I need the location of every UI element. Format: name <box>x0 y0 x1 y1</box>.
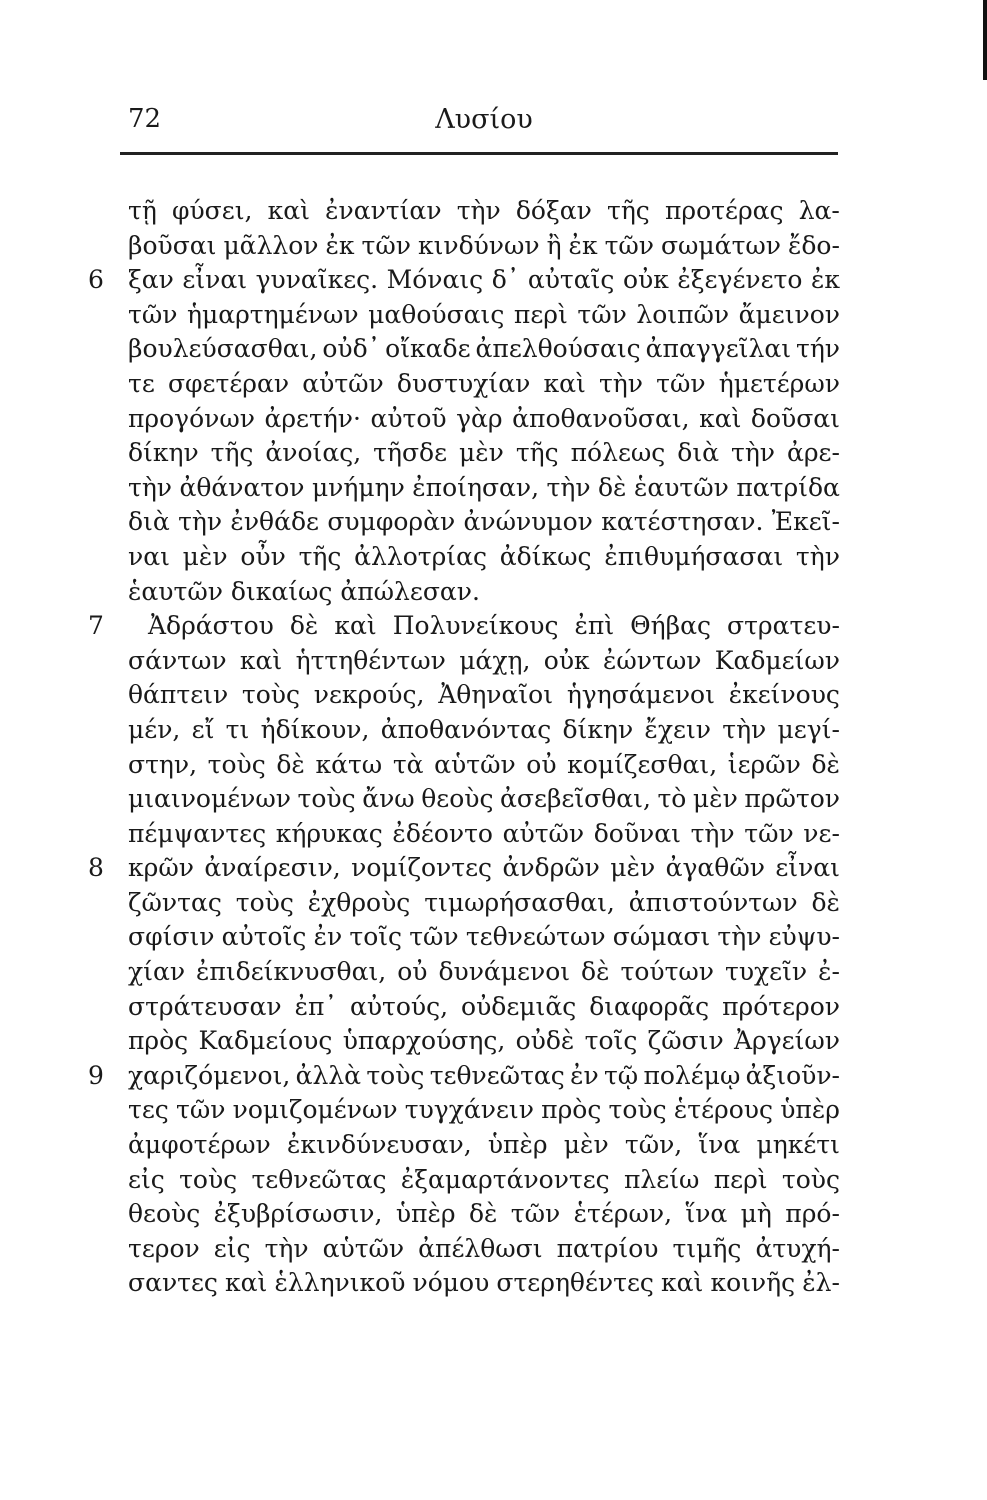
text-line <box>128 1093 840 1128</box>
word: ἐν <box>313 922 343 952</box>
word: τὴν <box>546 472 591 502</box>
word: τῶν <box>656 368 706 398</box>
word: πολέμῳ <box>643 1060 741 1090</box>
word: ἑαυτῶν <box>633 472 729 502</box>
word: φύσει, <box>171 196 253 225</box>
word: ἀνώνυμον <box>463 507 593 537</box>
text-line <box>128 505 840 540</box>
word: Ἀδράστου <box>148 611 274 641</box>
word: ἐδέοντο <box>392 818 493 848</box>
word: τοὺς <box>235 887 294 917</box>
word: τοῖς <box>349 922 403 952</box>
word: τῆς <box>298 541 342 571</box>
word: τὴν <box>690 818 735 848</box>
word: κήρυκας <box>275 818 383 848</box>
word: πατρίου <box>556 1233 659 1263</box>
word: μὴ <box>740 1199 772 1229</box>
word: ἐποίησαν, <box>412 472 540 502</box>
text-line <box>88 263 840 298</box>
text-line <box>88 1059 840 1094</box>
text-line <box>128 748 840 783</box>
word: εἶναι <box>775 853 840 883</box>
word: ὑπὲρ <box>780 1095 840 1125</box>
word: τῶν <box>744 818 794 848</box>
word: δόξαν <box>515 196 592 225</box>
word: τὴν <box>456 196 501 225</box>
word: Μόναις <box>386 265 484 295</box>
word: τούτων <box>620 957 714 987</box>
page-number: 72 <box>128 104 162 134</box>
word: μὲν <box>182 541 228 571</box>
word: μηκέτι <box>756 1130 840 1160</box>
word: τοῖς <box>584 1026 638 1056</box>
word: τεθνεῶτας <box>251 1164 387 1194</box>
word: ἔχειν <box>644 714 711 744</box>
section-number: 9 <box>88 1060 104 1090</box>
word: τὴν <box>722 714 767 744</box>
text-line <box>128 194 840 229</box>
text-block <box>88 194 840 1301</box>
word: τὸ <box>657 784 687 814</box>
word: θεοὺς <box>421 784 494 814</box>
word: ζῶσιν <box>647 1026 724 1056</box>
word: ἀδίκως <box>499 541 592 571</box>
text-line <box>128 229 840 264</box>
word: μέν, <box>128 714 181 744</box>
word: ἐκ <box>810 265 840 295</box>
word: ἐ- <box>818 957 840 987</box>
word: ἀνδρῶν <box>502 853 600 883</box>
word: ἀπέλθωσι <box>418 1233 543 1263</box>
word: ἐλ- <box>802 1268 840 1298</box>
word: διὰ <box>128 507 170 537</box>
word: χαριζόμενοι, <box>128 1060 291 1090</box>
word: ἐκινδύνευσαν, <box>286 1130 472 1160</box>
word: διαφορᾶς <box>589 991 710 1021</box>
word: οὐδὲ <box>515 1026 575 1056</box>
word: ἱερῶν <box>727 749 801 779</box>
word: ἡμαρτημένων <box>186 299 359 329</box>
word: διὰ <box>677 438 720 468</box>
word: τυχεῖν <box>724 957 808 987</box>
text-line <box>128 678 840 713</box>
word: ἢ <box>546 230 562 260</box>
word: πλείω <box>623 1164 700 1194</box>
text-line <box>128 1024 840 1059</box>
word: εὐψυ- <box>768 922 840 952</box>
text-line <box>128 920 840 955</box>
word: τῶν <box>361 230 411 260</box>
word: τοὺς <box>297 784 356 814</box>
word: τῶν, <box>624 1130 683 1160</box>
word: κομίζεσθαι, <box>567 749 718 779</box>
word: μαθούσαις <box>368 299 505 329</box>
word: μὲν <box>459 438 504 468</box>
word: ἄμεινον <box>738 299 840 329</box>
word: περὶ <box>713 1164 768 1194</box>
word: καὶ <box>699 403 742 433</box>
word: αὐτῶν <box>502 818 585 848</box>
word: πατρίδα <box>736 472 840 502</box>
text-line <box>128 367 840 402</box>
word: ἄνω <box>362 784 415 814</box>
word: τι <box>225 714 250 744</box>
word: τοὺς <box>781 1164 840 1194</box>
word: δὲ <box>811 749 840 779</box>
word: πρῶτον <box>744 784 840 814</box>
word: δίκην <box>562 714 634 744</box>
word: ἀποθανοῦσαι, <box>512 403 690 433</box>
text-line <box>128 1128 840 1163</box>
word: τὰ <box>392 749 424 779</box>
word: ξαν <box>128 265 174 295</box>
word: δὲ <box>276 749 305 779</box>
word: γὰρ <box>456 403 503 433</box>
word: λοιπῶν <box>636 299 730 329</box>
word: νομίζοντες <box>351 853 493 883</box>
word: καὶ <box>267 196 310 225</box>
word: τυγχάνειν <box>404 1095 534 1125</box>
text-line <box>128 713 840 748</box>
word: καὶ <box>225 1268 268 1298</box>
text-line <box>128 886 840 921</box>
section-number: 6 <box>88 265 104 295</box>
word: ἀνοίας, <box>265 438 362 468</box>
word: ἀλλοτρίας <box>354 541 487 571</box>
word: εἴ <box>191 714 215 744</box>
word: κινδύνων <box>417 230 540 260</box>
text-line <box>128 990 840 1025</box>
word: ἵνα <box>685 1199 728 1229</box>
word: δὲ <box>581 957 610 987</box>
word: νεκρούς, <box>313 680 425 710</box>
word: τὴν <box>264 1233 309 1263</box>
word: τοὺς <box>608 1095 667 1125</box>
word: τὴν <box>178 507 223 537</box>
text-line <box>128 540 840 575</box>
word: ἀμφοτέρων <box>128 1130 271 1160</box>
word: ἀναίρεσιν, <box>204 853 341 883</box>
word: ναι <box>128 541 170 571</box>
word: ὑπὲρ <box>487 1130 548 1160</box>
word: τῶν <box>128 299 178 329</box>
word: νόμου <box>412 1268 490 1298</box>
text-line <box>128 402 840 437</box>
word: κοινῆς <box>710 1268 796 1298</box>
word: μὲν <box>563 1130 609 1160</box>
word: στην, <box>128 749 198 779</box>
word: μεγί- <box>777 714 840 744</box>
word: τῶν <box>176 1095 226 1125</box>
word: ἡττηθέντων <box>295 645 446 675</box>
word: τῆσδε <box>373 438 448 468</box>
word: ἐκ <box>568 230 598 260</box>
word: οὐ <box>526 749 557 779</box>
word: αὐτούς, <box>349 991 449 1021</box>
word: ἑλληνικοῦ <box>274 1268 406 1298</box>
word: Καδμείους <box>198 1026 333 1056</box>
word: ἡγησάμενοι <box>566 680 715 710</box>
word: γυναῖκες. <box>255 265 379 295</box>
word: δίκην <box>128 438 199 468</box>
word: καὶ <box>543 368 586 398</box>
word: περὶ <box>513 299 568 329</box>
word: σφίσιν <box>128 922 215 952</box>
word: τεθνεώτων <box>465 922 606 952</box>
text-line <box>128 1232 840 1267</box>
word: ἀτυχή- <box>755 1233 840 1263</box>
word: νε- <box>803 818 840 848</box>
word: τῆς <box>515 438 559 468</box>
word: οἴκαδε <box>385 334 471 364</box>
page-header <box>128 104 840 144</box>
word: ἐν <box>570 1060 599 1090</box>
word: μὲν <box>692 784 738 814</box>
word: μιαινομένων <box>128 784 291 814</box>
word: τὴν <box>128 472 173 502</box>
word: οὐδ᾿ <box>322 334 381 364</box>
word: πρὸς <box>541 1095 602 1125</box>
word: τὴν <box>717 922 762 952</box>
text-line <box>128 1163 840 1198</box>
word: εἶναι <box>182 265 248 295</box>
word: ἀθάνατον <box>179 472 305 502</box>
word: βουλεύσασθαι, <box>128 334 318 364</box>
word: αὐτοῦ <box>370 403 447 433</box>
word: δὲ <box>598 472 627 502</box>
word: βοῦσαι <box>128 230 217 260</box>
word: Καδμείων <box>714 645 840 675</box>
word: τῶν <box>409 922 459 952</box>
word: ἵνα <box>698 1130 741 1160</box>
word: ἀποθανόντας <box>380 714 552 744</box>
word: λα- <box>798 196 840 225</box>
word: σφετέραν <box>167 368 290 398</box>
header-rule <box>120 152 838 155</box>
word: τῶν <box>604 230 654 260</box>
text-line <box>128 782 840 817</box>
word: πρό- <box>785 1199 840 1229</box>
word: στρατευ- <box>727 611 840 641</box>
word: καὶ <box>239 645 283 675</box>
word: εἰς <box>213 1233 251 1263</box>
word: τὴν <box>730 438 775 468</box>
page-edge-mark <box>983 0 987 80</box>
word: τοὺς <box>366 1060 425 1090</box>
text-line <box>128 436 840 471</box>
word: ἐπιθυμήσασαι <box>604 541 784 571</box>
word: ἀπιστούντων <box>628 887 798 917</box>
word: Πολυνείκους <box>392 611 559 641</box>
word: Ἀθηναῖοι <box>438 680 554 710</box>
word: σωμάτων <box>660 230 781 260</box>
word: οὐκ <box>622 265 669 295</box>
text-line <box>128 644 840 679</box>
word: δὲ <box>811 887 840 917</box>
section-number: 8 <box>88 853 104 883</box>
word: ἐνθάδε <box>230 507 319 537</box>
word: συμφορὰν <box>327 507 456 537</box>
word: τῇ <box>128 196 157 225</box>
word: τιμῆς <box>672 1233 742 1263</box>
word: ὑπὲρ <box>395 1199 456 1229</box>
word: ζῶντας <box>128 887 222 917</box>
word: αὐτοῖς <box>221 922 307 952</box>
word: ἔδο- <box>787 230 840 260</box>
word: τοὺς <box>207 749 266 779</box>
word: ἑτέρων, <box>573 1199 673 1229</box>
word: ἀλλὰ <box>295 1060 362 1090</box>
word: δὲ <box>289 611 319 641</box>
text-line <box>128 1197 840 1232</box>
word: κρῶν <box>128 853 194 883</box>
word: δοῦσαι <box>750 403 840 433</box>
text-line <box>128 471 840 506</box>
word: τες <box>128 1095 169 1125</box>
word: ἐώντων <box>603 645 702 675</box>
word: καὶ <box>334 611 377 641</box>
word: πρὸς <box>128 1026 189 1056</box>
word: πέμψαντες <box>128 818 267 848</box>
word: ἐχθροὺς <box>307 887 411 917</box>
word: θάπτειν <box>128 680 229 710</box>
word: νομιζομένων <box>232 1095 398 1125</box>
word: ἑτέρους <box>673 1095 774 1125</box>
word: μνήμην <box>311 472 405 502</box>
word: θεοὺς <box>128 1199 201 1229</box>
word: τῆς <box>607 196 650 225</box>
word: ἀσεβεῖσθαι, <box>500 784 651 814</box>
word: κατέστησαν. <box>601 507 764 537</box>
word: τὴν <box>795 541 840 571</box>
text-line <box>88 609 840 644</box>
word: αὑτῶν <box>322 1233 405 1263</box>
word: στράτευσαν <box>128 991 282 1021</box>
word: τεθνεῶτας <box>429 1060 565 1090</box>
word: στερηθέντες <box>496 1268 654 1298</box>
word: τῷ <box>603 1060 639 1090</box>
word: τὴν <box>598 368 643 398</box>
word: κάτω <box>315 749 383 779</box>
word: ἀπελθούσαις <box>475 334 641 364</box>
word: μᾶλλον <box>223 230 319 260</box>
word: Θήβας <box>630 611 711 641</box>
word: ἐπὶ <box>574 611 615 641</box>
word: τῶν <box>577 299 627 329</box>
word: ἀρε- <box>786 438 840 468</box>
word: ἐπιδείκνυσθαι, <box>196 957 387 987</box>
word: εἰς <box>128 1164 165 1194</box>
word: δὲ <box>468 1199 498 1229</box>
word: οὖν <box>240 541 286 571</box>
word: δυστυχίαν <box>396 368 531 398</box>
word: ἠδίκουν, <box>260 714 370 744</box>
word: ἀξιοῦν- <box>745 1060 840 1090</box>
word: Ἀργείων <box>733 1026 840 1056</box>
word: οὐδεμιᾶς <box>461 991 577 1021</box>
word: ἐξαμαρτάνοντες <box>400 1164 610 1194</box>
word: αὑτῶν <box>434 749 516 779</box>
word: ἐκείνους <box>728 680 840 710</box>
word: Ἐκεῖ- <box>771 507 840 537</box>
text-line <box>128 332 840 367</box>
text-line <box>128 955 840 990</box>
word: μὲν <box>610 853 656 883</box>
running-head: Λυσίου <box>435 104 533 135</box>
word: ἀγαθῶν <box>665 853 765 883</box>
word: τε <box>128 368 155 398</box>
word: δυνάμενοι <box>438 957 571 987</box>
word: πόλεως <box>570 438 666 468</box>
word: σαντες <box>128 1268 218 1298</box>
word: ὑπαρχούσης, <box>342 1026 506 1056</box>
word: οὐ <box>397 957 428 987</box>
word: ἀρετήν· <box>264 403 361 433</box>
word: προτέρας <box>664 196 784 225</box>
word: ἡμετέρων <box>718 368 840 398</box>
word: πρότερον <box>722 991 840 1021</box>
word: δ᾿ <box>491 265 520 295</box>
word: καὶ <box>661 1268 704 1298</box>
word: ἐκ <box>325 230 355 260</box>
word: ἐξυβρίσωσιν, <box>213 1199 383 1229</box>
text-line <box>128 298 840 333</box>
word: τερον <box>128 1233 200 1263</box>
word: ἀπαγγεῖλαι <box>645 334 792 364</box>
text-line: ἑαυτῶν δικαίως ἀπώλεσαν. <box>128 576 480 606</box>
word: ἐπ᾿ <box>294 991 337 1021</box>
word: ἐξεγένετο <box>677 265 803 295</box>
text-line <box>128 1266 840 1301</box>
word: τήν <box>795 334 840 364</box>
word: αὐταῖς <box>527 265 615 295</box>
word: χίαν <box>128 957 186 987</box>
text-line <box>128 817 840 852</box>
word: δοῦναι <box>593 818 681 848</box>
text-line <box>88 851 840 886</box>
word: τιμωρήσασθαι, <box>424 887 615 917</box>
word: προγόνων <box>128 403 255 433</box>
word: τοὺς <box>179 1164 238 1194</box>
section-number: 7 <box>88 611 104 641</box>
word: τῶν <box>510 1199 561 1229</box>
word: οὐκ <box>543 645 590 675</box>
word: σάντων <box>128 645 227 675</box>
word: σώμασι <box>612 922 711 952</box>
word: τοὺς <box>241 680 301 710</box>
word: τῆς <box>210 438 254 468</box>
word: αὐτῶν <box>302 368 384 398</box>
word: ἐναντίαν <box>325 196 442 225</box>
word: μάχῃ, <box>459 645 531 675</box>
